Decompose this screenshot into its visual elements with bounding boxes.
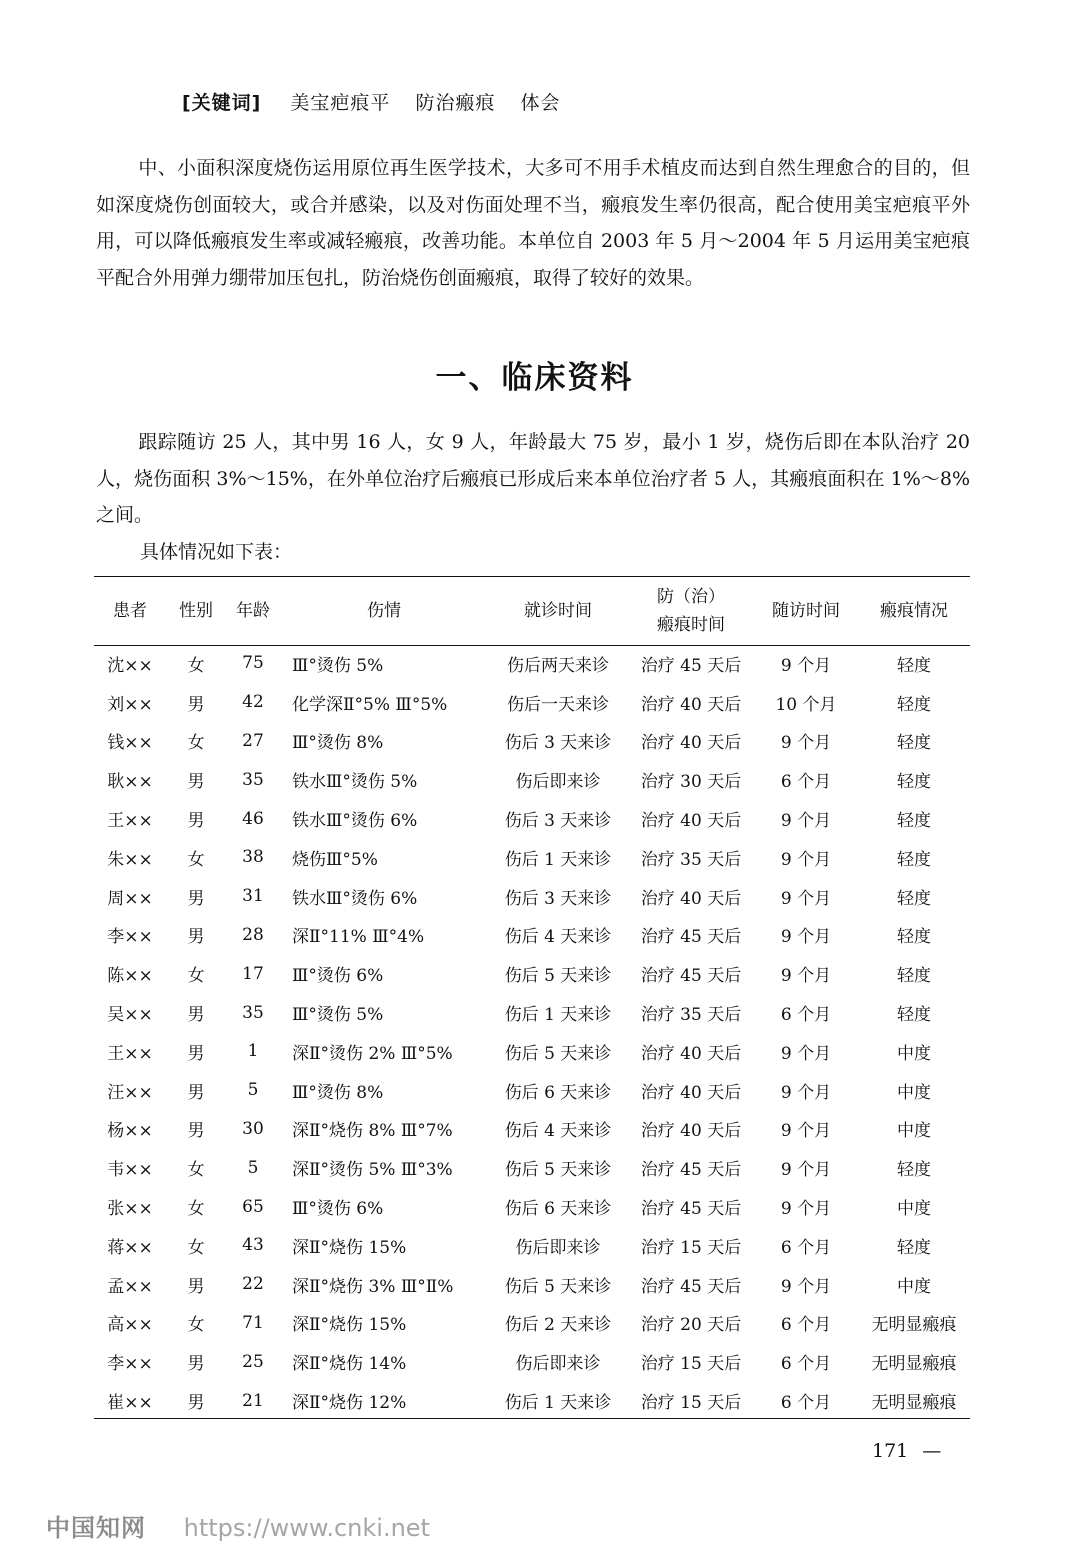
table-row (94, 1381, 970, 1420)
table-row (94, 993, 970, 1032)
header-prevention-line1: 防（治） (657, 587, 725, 607)
cell-followup-time: 9 个月 (780, 1082, 832, 1103)
cell-injury: Ⅲ°烫伤 5% (292, 1005, 384, 1026)
cell-prevention-time: 治疗 15 天后 (640, 1354, 742, 1375)
table-row (94, 1265, 970, 1304)
cell-followup-time: 9 个月 (780, 849, 832, 870)
table-row (94, 722, 970, 761)
cell-prevention-time: 治疗 40 天后 (640, 888, 742, 909)
cell-scar-status: 中度 (897, 1276, 931, 1297)
cell-age: 35 (242, 769, 264, 790)
keyword-item: 体会 (520, 92, 561, 114)
cell-prevention-time: 治疗 45 天后 (640, 1160, 742, 1181)
cell-age: 46 (242, 808, 264, 829)
table-row (94, 954, 970, 993)
cell-patient: 李×× (107, 927, 153, 948)
table-body (94, 644, 970, 1420)
cell-followup-time: 9 个月 (780, 1199, 832, 1220)
cell-prevention-time: 治疗 30 天后 (640, 772, 742, 793)
header-prevention-time (628, 578, 754, 644)
cell-sex: 男 (187, 811, 205, 832)
cell-injury: 铁水Ⅲ°烫伤 6% (292, 888, 418, 909)
cell-sex: 男 (187, 694, 205, 715)
table-row (94, 799, 970, 838)
cell-followup-time: 9 个月 (780, 1043, 832, 1064)
cell-prevention-time: 治疗 40 天后 (640, 1043, 742, 1064)
cell-injury: 深Ⅱ°烫伤 2% Ⅲ°5% (292, 1043, 453, 1064)
cell-followup-time: 6 个月 (780, 1354, 832, 1375)
cell-visit-time: 伤后 6 天来诊 (504, 1082, 612, 1103)
cell-visit-time: 伤后一天来诊 (507, 694, 609, 715)
cell-visit-time: 伤后 5 天来诊 (504, 1160, 612, 1181)
cell-visit-time: 伤后 6 天来诊 (504, 1199, 612, 1220)
table-row (94, 1032, 970, 1071)
cell-scar-status: 轻度 (897, 733, 931, 754)
cell-prevention-time: 治疗 45 天后 (640, 1276, 742, 1297)
cell-prevention-time: 治疗 35 天后 (640, 849, 742, 870)
cell-prevention-time: 治疗 35 天后 (640, 1005, 742, 1026)
footer-brand: 中国知网 (46, 1514, 146, 1542)
page-number-value: 171 (872, 1440, 909, 1462)
cell-visit-time: 伤后 5 天来诊 (504, 1043, 612, 1064)
header-patient: 患者 (113, 601, 147, 621)
cell-sex: 男 (187, 1121, 205, 1142)
cell-scar-status: 轻度 (897, 694, 931, 715)
cell-injury: 深Ⅱ°烧伤 3% Ⅲ°Ⅱ% (292, 1276, 454, 1297)
cell-prevention-time: 治疗 40 天后 (640, 811, 742, 832)
cell-patient: 朱×× (107, 849, 153, 870)
cell-visit-time: 伤后 5 天来诊 (504, 966, 612, 987)
cell-scar-status: 轻度 (897, 1005, 931, 1026)
patient-table (94, 578, 970, 1420)
cell-patient: 陈×× (107, 966, 153, 987)
cell-age: 31 (242, 886, 264, 907)
keyword-item: 防治瘢痕 (415, 92, 496, 114)
cell-prevention-time: 治疗 45 天后 (640, 1199, 742, 1220)
cell-injury: 深Ⅱ°11% Ⅲ°4% (292, 927, 425, 948)
cell-patient: 王×× (107, 1043, 153, 1064)
cell-sex: 女 (187, 1237, 205, 1258)
cell-prevention-time: 治疗 45 天后 (640, 966, 742, 987)
cell-visit-time: 伤后即来诊 (515, 1237, 601, 1258)
cell-age: 75 (242, 653, 264, 674)
cell-scar-status: 轻度 (897, 849, 931, 870)
cell-prevention-time: 治疗 40 天后 (640, 1121, 742, 1142)
cell-injury: Ⅲ°烫伤 6% (292, 1199, 384, 1220)
cell-prevention-time: 治疗 40 天后 (640, 694, 742, 715)
cell-sex: 女 (187, 1315, 205, 1336)
cell-age: 5 (247, 1080, 259, 1101)
cell-age: 65 (242, 1196, 264, 1217)
cell-scar-status: 轻度 (897, 1160, 931, 1181)
cell-visit-time: 伤后 1 天来诊 (504, 1393, 612, 1414)
cell-followup-time: 10 个月 (775, 694, 837, 715)
cell-sex: 女 (187, 849, 205, 870)
cell-patient: 崔×× (107, 1393, 153, 1414)
cell-age: 1 (247, 1041, 259, 1062)
cell-prevention-time: 治疗 40 天后 (640, 1082, 742, 1103)
cell-scar-status: 无明显瘢痕 (871, 1393, 957, 1414)
table-row (94, 877, 970, 916)
intro-paragraph (96, 150, 970, 296)
table-row (94, 838, 970, 877)
section-title: 一、临床资料 (435, 360, 634, 396)
cell-followup-time: 9 个月 (780, 1121, 832, 1142)
table-row (94, 1187, 970, 1226)
cell-patient: 蒋×× (107, 1237, 153, 1258)
cell-age: 30 (242, 1118, 264, 1139)
cell-sex: 男 (187, 1005, 205, 1026)
cell-age: 35 (242, 1002, 264, 1023)
cell-patient: 孟×× (107, 1276, 153, 1297)
table-row (94, 760, 970, 799)
cell-injury: 深Ⅱ°烫伤 5% Ⅲ°3% (292, 1160, 453, 1181)
cell-followup-time: 6 个月 (780, 772, 832, 793)
cell-visit-time: 伤后 4 天来诊 (504, 1121, 612, 1142)
cell-sex: 男 (187, 1082, 205, 1103)
cell-scar-status: 轻度 (897, 966, 931, 987)
cell-injury: 化学深Ⅱ°5% Ⅲ°5% (292, 694, 448, 715)
header-sex: 性别 (179, 601, 213, 621)
cell-visit-time: 伤后 5 天来诊 (504, 1276, 612, 1297)
cell-followup-time: 6 个月 (780, 1315, 832, 1336)
cell-scar-status: 轻度 (897, 888, 931, 909)
cell-visit-time: 伤后 3 天来诊 (504, 811, 612, 832)
cell-age: 17 (242, 963, 264, 984)
cell-patient: 汪×× (107, 1082, 153, 1103)
cell-scar-status: 中度 (897, 1199, 931, 1220)
cell-patient: 钱×× (107, 733, 153, 754)
header-injury: 伤情 (367, 601, 401, 621)
table-row (94, 1110, 970, 1149)
cell-patient: 张×× (107, 1199, 153, 1220)
cell-injury: 深Ⅱ°烧伤 12% (292, 1393, 407, 1414)
cell-followup-time: 6 个月 (780, 1393, 832, 1414)
cell-visit-time: 伤后 1 天来诊 (504, 849, 612, 870)
cell-injury: Ⅲ°烫伤 8% (292, 733, 384, 754)
cell-scar-status: 中度 (897, 1121, 931, 1142)
cell-followup-time: 9 个月 (780, 733, 832, 754)
cell-followup-time: 9 个月 (780, 888, 832, 909)
cell-sex: 男 (187, 888, 205, 909)
cell-scar-status: 轻度 (897, 927, 931, 948)
cell-sex: 男 (187, 772, 205, 793)
cell-age: 21 (242, 1390, 264, 1411)
cell-prevention-time: 治疗 45 天后 (640, 655, 742, 676)
cell-scar-status: 轻度 (897, 772, 931, 793)
cell-sex: 女 (187, 1199, 205, 1220)
cell-injury: Ⅲ°烫伤 6% (292, 966, 384, 987)
cell-sex: 男 (187, 1393, 205, 1414)
cell-injury: 深Ⅱ°烧伤 15% (292, 1315, 407, 1336)
cell-age: 27 (242, 730, 264, 751)
clinical-paragraph-text: 跟踪随访 25 人，其中男 16 人，女 9 人，年龄最大 75 岁，最小 1 岁，烧伤后即在本队治疗 20 人，烧伤面积 3%～15%，在外单位治疗后瘢痕已形成后来本单位治疗者 5 人，其瘢痕面积在 1%～8% 之间。 (96, 431, 970, 526)
cell-patient: 吴×× (107, 1005, 153, 1026)
page-number-dash: — (922, 1440, 942, 1462)
cell-visit-time: 伤后 2 天来诊 (504, 1315, 612, 1336)
cell-age: 38 (242, 847, 264, 868)
header-visit-time: 就诊时间 (524, 601, 592, 621)
cell-injury: 铁水Ⅲ°烫伤 5% (292, 772, 418, 793)
cell-age: 25 (242, 1351, 264, 1372)
cell-scar-status: 轻度 (897, 1237, 931, 1258)
cell-followup-time: 9 个月 (780, 966, 832, 987)
cell-age: 22 (242, 1274, 264, 1295)
cell-visit-time: 伤后 1 天来诊 (504, 1005, 612, 1026)
table-row (94, 1304, 970, 1343)
cell-followup-time: 9 个月 (780, 927, 832, 948)
cell-patient: 高×× (107, 1315, 153, 1336)
cell-scar-status: 轻度 (897, 655, 931, 676)
cell-patient: 刘×× (107, 694, 153, 715)
cell-followup-time: 6 个月 (780, 1237, 832, 1258)
cell-age: 42 (242, 692, 264, 713)
cell-age: 43 (242, 1235, 264, 1256)
cell-sex: 女 (187, 655, 205, 676)
cell-scar-status: 轻度 (897, 811, 931, 832)
cell-injury: 铁水Ⅲ°烫伤 6% (292, 811, 418, 832)
cell-patient: 韦×× (107, 1160, 153, 1181)
footer-url: https://www.cnki.net (183, 1514, 430, 1542)
cell-patient: 耿×× (107, 772, 153, 793)
cell-followup-time: 6 个月 (780, 1005, 832, 1026)
cell-sex: 女 (187, 1160, 205, 1181)
cell-sex: 女 (187, 733, 205, 754)
table-row (94, 1226, 970, 1265)
table-row (94, 916, 970, 955)
cell-sex: 男 (187, 1276, 205, 1297)
cell-patient: 李×× (107, 1354, 153, 1375)
table-intro: 具体情况如下表： (140, 541, 293, 563)
cell-followup-time: 9 个月 (780, 1160, 832, 1181)
cell-injury: 深Ⅱ°烧伤 8% Ⅲ°7% (292, 1121, 453, 1142)
header-followup-time: 随访时间 (772, 601, 840, 621)
cell-followup-time: 9 个月 (780, 811, 832, 832)
cell-followup-time: 9 个月 (780, 655, 832, 676)
table-header-row (94, 578, 970, 644)
cell-visit-time: 伤后即来诊 (515, 1354, 601, 1375)
page-number (872, 1440, 941, 1462)
cell-sex: 女 (187, 966, 205, 987)
cell-visit-time: 伤后 3 天来诊 (504, 733, 612, 754)
cell-patient: 王×× (107, 811, 153, 832)
cell-prevention-time: 治疗 40 天后 (640, 733, 742, 754)
cell-sex: 男 (187, 1354, 205, 1375)
cell-visit-time: 伤后 3 天来诊 (504, 888, 612, 909)
cell-scar-status: 无明显瘢痕 (871, 1315, 957, 1336)
keywords-label: [关键词] (182, 92, 262, 114)
keywords-line (182, 88, 579, 115)
cell-injury: 深Ⅱ°烧伤 14% (292, 1354, 407, 1375)
cell-followup-time: 9 个月 (780, 1276, 832, 1297)
cell-sex: 男 (187, 1043, 205, 1064)
cell-patient: 周×× (107, 888, 153, 909)
table-top-rule (94, 576, 970, 577)
cell-age: 71 (242, 1312, 264, 1333)
cell-prevention-time: 治疗 15 天后 (640, 1393, 742, 1414)
footer-watermark (46, 1508, 430, 1543)
cell-age: 5 (247, 1157, 259, 1178)
header-prevention-line2: 瘢痕时间 (657, 615, 725, 635)
cell-prevention-time: 治疗 20 天后 (640, 1315, 742, 1336)
cell-scar-status: 中度 (897, 1082, 931, 1103)
cell-scar-status: 无明显瘢痕 (871, 1354, 957, 1375)
header-age: 年龄 (236, 601, 270, 621)
table-row (94, 1148, 970, 1187)
table-row (94, 1071, 970, 1110)
cell-age: 28 (242, 924, 264, 945)
keyword-item: 美宝疤痕平 (290, 92, 391, 114)
cell-sex: 男 (187, 927, 205, 948)
cell-injury: Ⅲ°烫伤 5% (292, 655, 384, 676)
intro-paragraph-text: 中、小面积深度烧伤运用原位再生医学技术，大多可不用手术植皮而达到自然生理愈合的目的，但如深度烧伤创面较大，或合并感染，以及对伤面处理不当，瘢痕发生率仍很高，配合使用美宝疤痕平外用，可以降低瘢痕发生率或减轻瘢痕，改善功能。本单位自 2003 年 5 月～2004 年 5 月运用美宝疤痕平配合外用弹力绷带加压包扎，防治烧伤创面瘢痕，取得了较好的效果。 (96, 157, 970, 289)
cell-visit-time: 伤后两天来诊 (507, 655, 609, 676)
cell-visit-time: 伤后即来诊 (515, 772, 601, 793)
cell-scar-status: 中度 (897, 1043, 931, 1064)
header-scar-status: 瘢痕情况 (880, 601, 948, 621)
cell-injury: 深Ⅱ°烧伤 15% (292, 1237, 407, 1258)
table-row (94, 683, 970, 722)
cell-patient: 杨×× (107, 1121, 153, 1142)
cell-injury: Ⅲ°烫伤 8% (292, 1082, 384, 1103)
table-row (94, 644, 970, 683)
cell-visit-time: 伤后 4 天来诊 (504, 927, 612, 948)
cell-injury: 烧伤Ⅲ°5% (292, 849, 378, 870)
table-row (94, 1342, 970, 1381)
clinical-paragraph (96, 424, 970, 534)
cell-prevention-time: 治疗 15 天后 (640, 1237, 742, 1258)
cell-prevention-time: 治疗 45 天后 (640, 927, 742, 948)
cell-patient: 沈×× (107, 655, 153, 676)
